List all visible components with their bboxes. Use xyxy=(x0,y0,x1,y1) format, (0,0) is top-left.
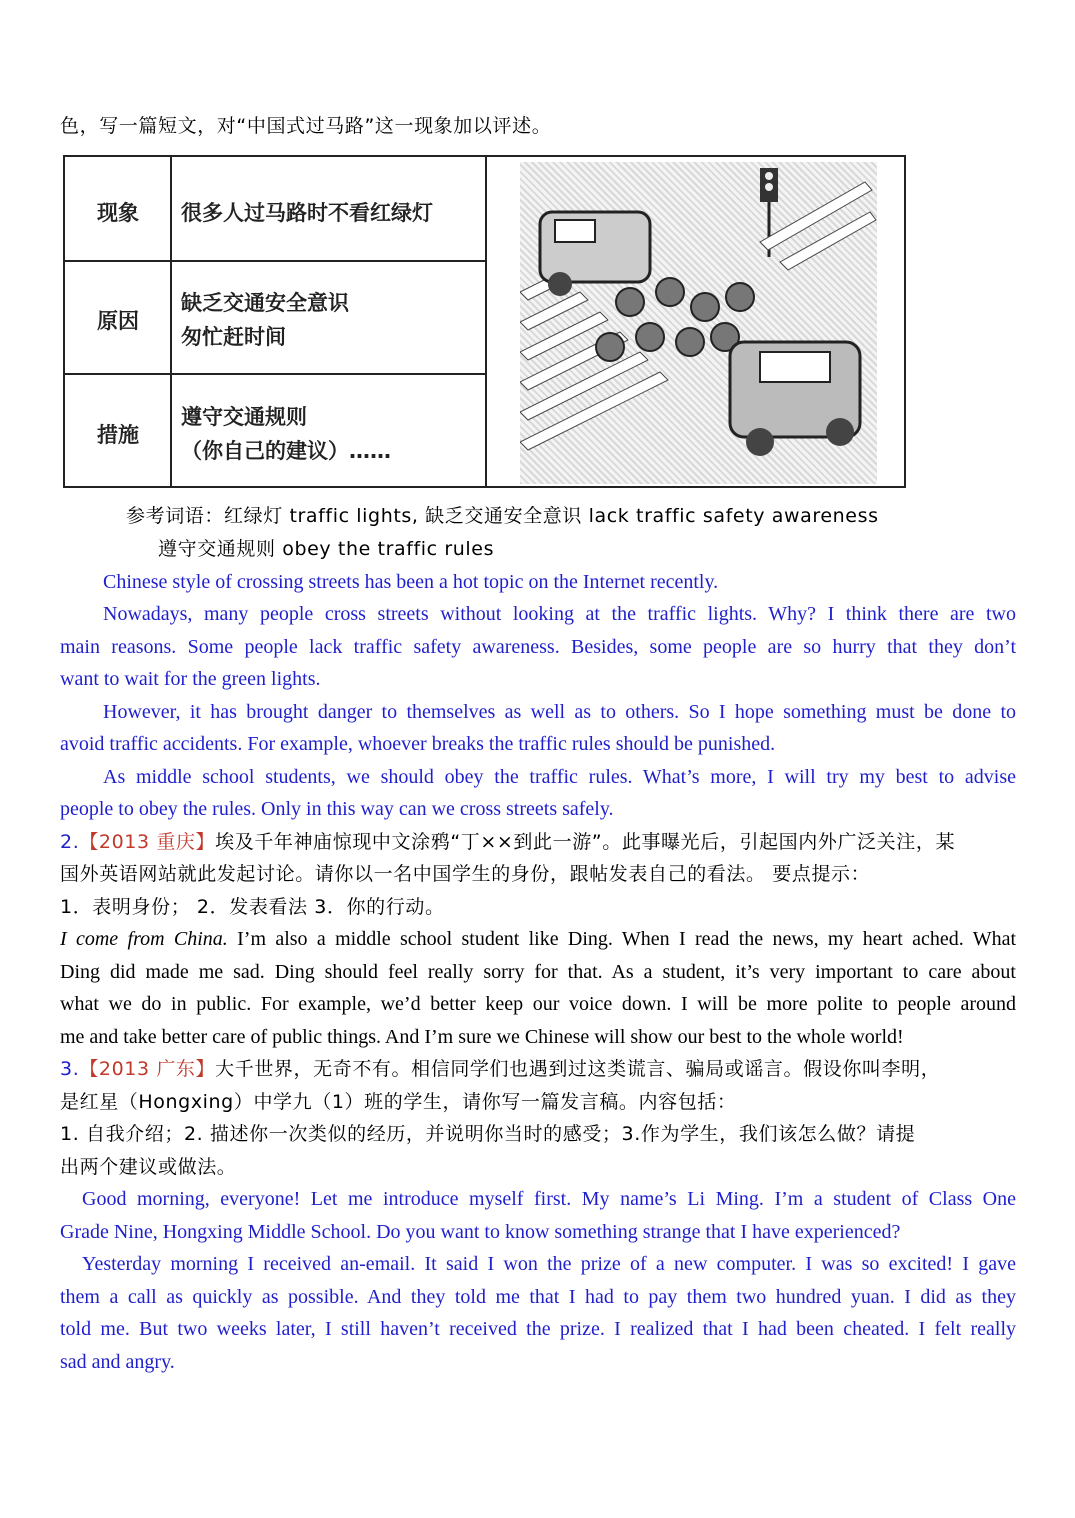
q3-line3: 1. 自我介绍；2. 描述你一次类似的经历，并说明你当时的感受；3.作为学生，我们该怎么做？请提 xyxy=(60,1123,916,1145)
info-table xyxy=(63,155,906,488)
essay1-line: want to wait for the green lights. xyxy=(60,668,321,690)
essay3-line: told me. But two weeks later, I still haven’t received the prize. I realized that I had been cheated. I felt really xyxy=(60,1318,1016,1340)
essay3-line: Grade Nine, Hongxing Middle School. Do you want to know something strange that I have experienced? xyxy=(60,1221,901,1243)
essay3-line: Good morning, everyone! Let me introduce myself first. My name’s Li Ming. I’m a student of Class One xyxy=(82,1188,1016,1210)
q2-tag: 【2013 重庆】 xyxy=(79,831,216,853)
row-head-reason: 原因 xyxy=(97,309,139,333)
essay3-line: sad and angry. xyxy=(60,1351,175,1373)
row-head-measure: 措施 xyxy=(97,423,139,447)
ref-words-line2: 遵守交通规则 obey the traffic rules xyxy=(158,538,495,560)
essay1-line: However, it has brought danger to themselves as well as to others. So I hope something must be done to xyxy=(103,701,1016,723)
q2-line1 xyxy=(60,826,1016,858)
essay3-line: Yesterday morning I received an-email. It said I won the prize of a new computer. I was so excited! I gave xyxy=(82,1253,1016,1275)
row-content-reason-1: 缺乏交通安全意识 xyxy=(181,291,349,315)
row-content-measure-2: （你自己的建议）…… xyxy=(181,439,391,463)
q2-text: 埃及千年神庙惊现中文涂鸦“丁××到此一游”。此事曝光后，引起国内外广泛关注，某 xyxy=(215,831,956,853)
essay2-italic-start: I come from China. xyxy=(60,928,228,950)
q3-tag: 【2013 广东】 xyxy=(79,1058,216,1080)
essay2-line1-rest: I’m also a middle school student like Ding. When I read the news, my heart ached. What xyxy=(227,928,1016,950)
essay1-line: main reasons. Some people lack traffic safety awareness. Besides, some people are so hurry that they don’t xyxy=(60,636,1016,658)
row-content-phenomenon: 很多人过马路时不看红绿灯 xyxy=(181,201,433,225)
row-content-reason-2: 匆忙赶时间 xyxy=(181,325,286,349)
row-head-phenomenon: 现象 xyxy=(97,201,139,225)
essay2-line2: Ding did made me sad. Ding should feel really sorry for that. As a student, it’s very important to care about xyxy=(60,961,1016,983)
crosswalk-illustration-icon xyxy=(520,162,877,484)
essay1-line: Nowadays, many people cross streets without looking at the traffic lights. Why? I think there are two xyxy=(103,603,1016,625)
q2-number: 2. xyxy=(60,831,80,853)
essay1-line: people to obey the rules. Only in this way can we cross streets safely. xyxy=(60,798,614,820)
essay1-line: As middle school students, we should obey the traffic rules. What’s more, I will try my best to advise xyxy=(103,766,1016,788)
intro-line: 色，写一篇短文，对“中国式过马路”这一现象加以评述。 xyxy=(60,115,552,137)
q3-line4: 出两个建议或做法。 xyxy=(60,1156,237,1178)
q2-line3: 1．表明身份； 2．发表看法 3．你的行动。 xyxy=(60,896,445,918)
row-content-measure-1: 遵守交通规则 xyxy=(181,405,307,429)
essay1-line: avoid traffic accidents. For example, whoever breaks the traffic rules should be punished. xyxy=(60,733,776,755)
q3-line2: 是红星（Hongxing）中学九（1）班的学生，请你写一篇发言稿。内容包括： xyxy=(60,1091,737,1113)
q3-number: 3. xyxy=(60,1058,80,1080)
ref-words-line1: 参考词语：红绿灯 traffic lights, 缺乏交通安全意识 lack traffic safety awareness xyxy=(126,505,879,527)
q2-line2: 国外英语网站就此发起讨论。请你以一名中国学生的身份，跟帖发表自己的看法。 要点提示： xyxy=(60,863,871,885)
q3-text: 大千世界，无奇不有。相信同学们也遇到过这类谎言、骗局或谣言。假设你叫李明， xyxy=(215,1058,941,1080)
q3-line1 xyxy=(60,1053,1016,1085)
essay2-line3: what we do in public. For example, we’d better keep our voice down. I will be more polite to people around xyxy=(60,993,1016,1015)
essay2-line4: me and take better care of public things. And I’m sure we Chinese will show our best to the whole world! xyxy=(60,1026,904,1048)
essay3-line: them a call as quickly as possible. And they told me that I had to pay them two hundred yuan. I did as they xyxy=(60,1286,1016,1308)
essay1-line: Chinese style of crossing streets has been a hot topic on the Internet recently. xyxy=(103,571,719,593)
essay2-line1 xyxy=(60,923,1016,955)
